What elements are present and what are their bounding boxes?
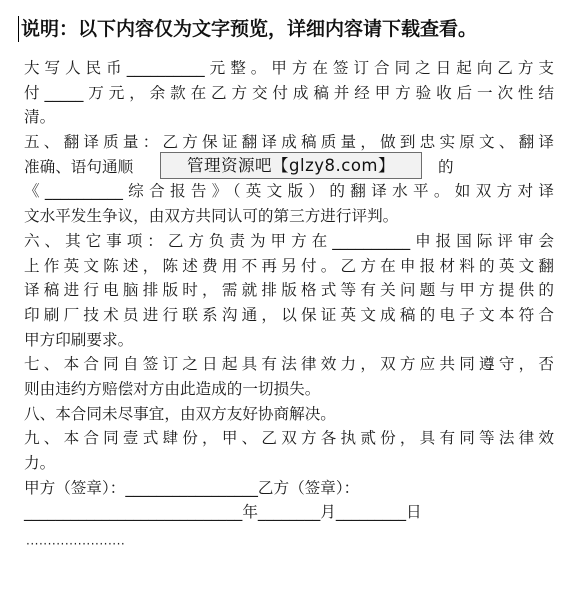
- preview-notice: 说明：以下内容仅为文字预览，详细内容请下载查看。: [18, 16, 571, 42]
- text-line: 甲方印刷要求。: [24, 330, 134, 349]
- text-line: 《__________综合报告》（英文版）的翻译水平。如双方对译: [24, 182, 554, 201]
- text-line-start: 准确、语句通顺: [24, 157, 134, 176]
- ellipsis-dots: ·······················: [26, 537, 126, 551]
- text-line: 大写人民币__________元整。甲方在签订合同之日起向乙方支: [24, 59, 554, 77]
- watermark-banner: 管理资源吧【glzy8.com】: [160, 152, 422, 179]
- document-body: [24, 56, 554, 525]
- text-line: 九、本合同壹式肆份，甲、乙双方各执贰份，具有同等法律效: [24, 429, 554, 448]
- text-line: 清。: [24, 108, 56, 127]
- text-line-end: 的: [438, 157, 454, 176]
- text-line: 八、本合同未尽事宜，由双方友好协商解决。: [24, 404, 336, 423]
- date-line: ____________________________年________月_________日: [24, 503, 422, 522]
- text-line: 印刷厂技术员进行联系沟通，以保证英文成稿的电子文本符合: [24, 305, 554, 324]
- text-line: 六、其它事项：乙方负责为甲方在__________申报国际评审会: [24, 231, 554, 250]
- text-line: 力。: [24, 454, 56, 472]
- signature-line: 甲方（签章）：_________________乙方（签章）：: [24, 478, 360, 497]
- text-line: 译稿进行电脑排版时，需就排版格式等有关问题与甲方提供的: [24, 281, 554, 300]
- text-line: 五、翻译质量：乙方保证翻译成稿质量，做到忠实原文、翻译: [24, 133, 554, 152]
- text-line: 则由违约方赔偿对方由此造成的一切损失。: [24, 379, 321, 398]
- text-line: 付_____万元，余款在乙方交付成稿并经甲方验收后一次性结: [24, 83, 554, 102]
- text-line: 文水平发生争议，由双方共同认可的第三方进行评判。: [24, 207, 399, 226]
- text-line: 上作英文陈述，陈述费用不再另付。乙方在申报材料的英文翻: [24, 256, 554, 275]
- text-line: 七、本合同自签订之日起具有法律效力，双方应共同遵守，否: [24, 355, 554, 374]
